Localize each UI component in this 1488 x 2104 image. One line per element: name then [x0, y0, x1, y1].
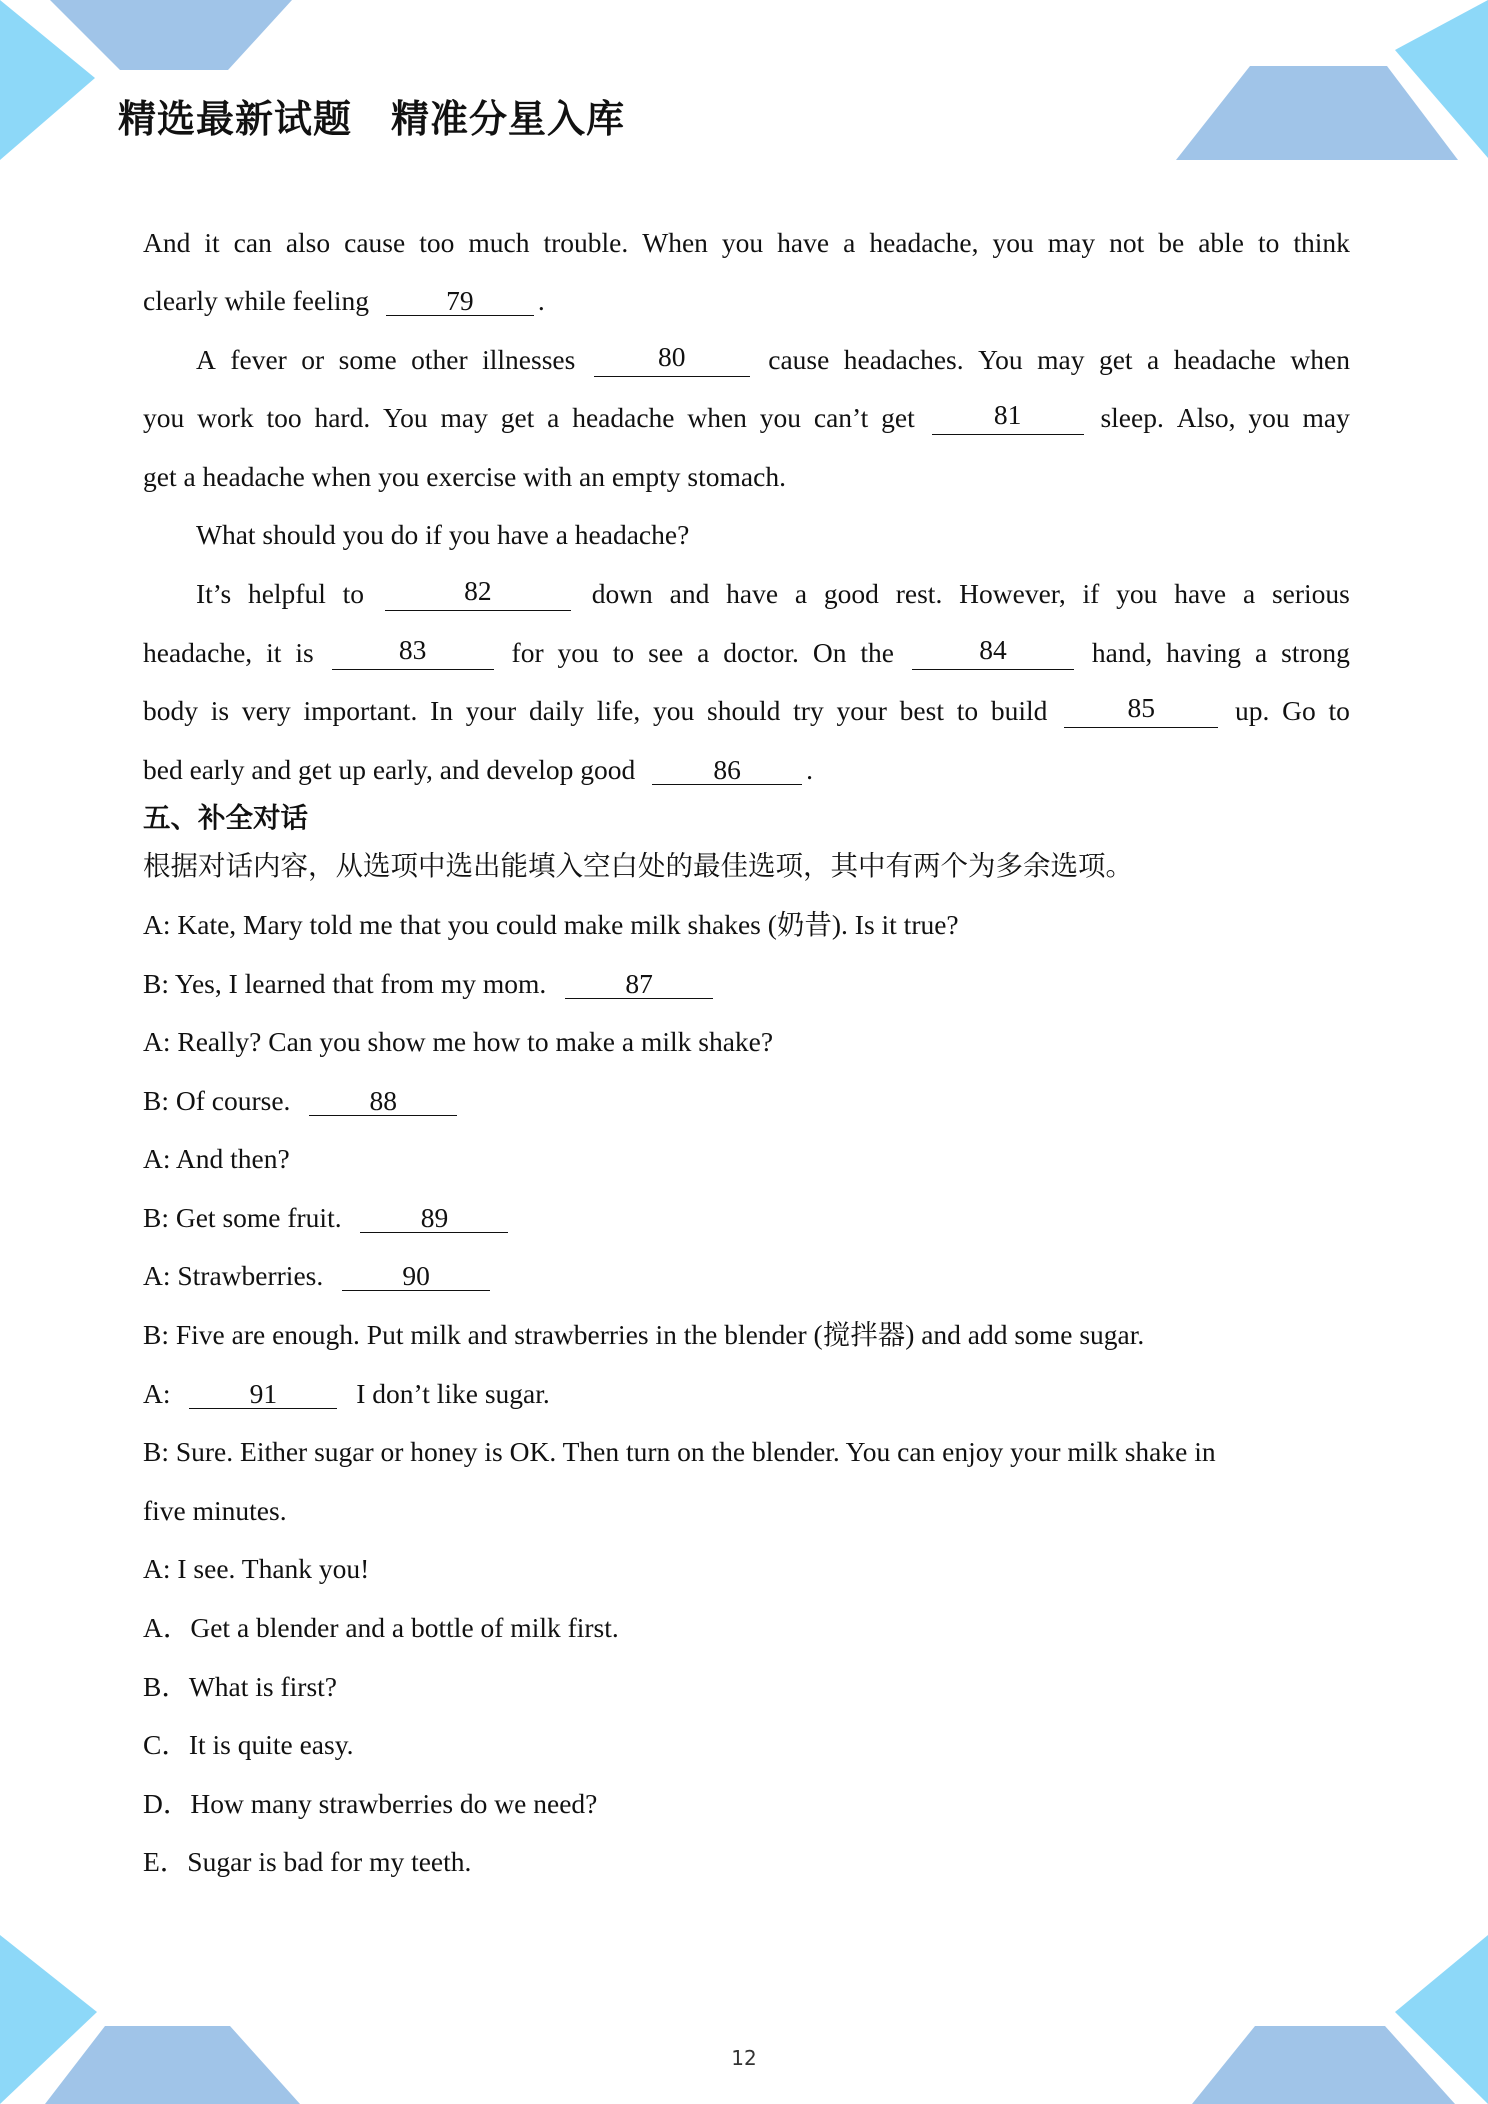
passage-word: or — [301, 344, 325, 375]
blank-87: 87 — [565, 970, 713, 999]
section-heading: 五、补全对话 — [143, 802, 308, 834]
top-right-trapezoid-shape — [1176, 66, 1458, 160]
passage-word: be — [1158, 227, 1185, 258]
passage-word: hand, — [1091, 637, 1153, 668]
dialogue-text: A: — [143, 1378, 171, 1409]
passage-word: not — [1109, 227, 1145, 258]
blank-88: 88 — [309, 1087, 457, 1116]
passage-word: it — [266, 637, 282, 668]
passage-word: too — [419, 227, 455, 258]
passage-word: your — [465, 695, 517, 726]
passage-word: to — [1258, 227, 1280, 258]
dialogue-line: A: I see. Thank you! — [143, 1553, 370, 1584]
passage-word: trouble. — [543, 227, 629, 258]
passage-word: You — [383, 402, 428, 433]
passage-word: build — [990, 695, 1048, 726]
passage-word: much — [468, 227, 530, 258]
passage-word: may — [1037, 344, 1085, 375]
passage-word: see — [648, 637, 684, 668]
passage-word: you — [1248, 402, 1290, 433]
passage-text: bed early and get up early, and develop good — [143, 754, 636, 785]
passage-word: When — [642, 227, 708, 258]
passage-word: However, — [959, 578, 1066, 609]
passage-word: to — [342, 578, 365, 609]
passage-line-9 — [143, 694, 1350, 728]
dialogue-text: B: Of course. — [143, 1085, 291, 1116]
passage-word: and — [669, 578, 710, 609]
passage-word: In — [430, 695, 454, 726]
passage-word: fever — [230, 344, 287, 375]
passage-line-3 — [143, 343, 1350, 377]
passage-word: a — [1254, 637, 1268, 668]
dialogue-line: A: Really? Can you show me how to make a milk shake? — [143, 1026, 774, 1057]
blank-90: 90 — [342, 1262, 490, 1291]
passage-word: a — [697, 637, 710, 668]
passage-word: have — [777, 227, 830, 258]
passage-word: can — [233, 227, 272, 258]
option-item: D．How many strawberries do we need? — [143, 1788, 598, 1819]
passage-word: able — [1198, 227, 1244, 258]
passage-word: headache, — [869, 227, 979, 258]
passage-word: can’t — [813, 402, 869, 433]
passage-word: when — [1290, 344, 1350, 375]
option-item: A．Get a blender and a bottle of milk first. — [143, 1612, 619, 1643]
passage-word: illnesses — [482, 344, 576, 375]
passage-word: it — [204, 227, 220, 258]
dialogue-line — [143, 1201, 1350, 1235]
passage-word: daily — [528, 695, 584, 726]
passage-word: you — [557, 637, 599, 668]
blank-79: 79 — [386, 287, 534, 316]
passage-word: headache — [572, 402, 675, 433]
passage-line-2 — [143, 284, 1350, 318]
passage-text: . — [537, 285, 545, 316]
option-item: C．It is quite easy. — [143, 1729, 354, 1760]
dialogue-text: I don’t like sugar. — [356, 1378, 550, 1409]
blank-85: 85 — [1064, 694, 1218, 728]
passage-text: clearly while feeling — [143, 285, 370, 316]
passage-word: a — [843, 227, 856, 258]
passage-word: a — [1147, 344, 1160, 375]
passage-word: think — [1293, 227, 1350, 258]
dialogue-line — [143, 1377, 1350, 1411]
passage-word: get — [881, 402, 915, 433]
passage-word: On — [812, 637, 847, 668]
passage-word: strong — [1281, 637, 1350, 668]
dialogue-line: B: Five are enough. Put milk and strawberries in the blender (搅拌器) and add some sugar. — [143, 1319, 1145, 1350]
passage-word: very — [241, 695, 291, 726]
blank-91: 91 — [189, 1380, 337, 1409]
passage-word: doctor. — [723, 637, 799, 668]
passage-word: also — [285, 227, 331, 258]
passage-word: have — [726, 578, 779, 609]
passage-word: sleep. — [1100, 402, 1164, 433]
blank-82: 82 — [385, 577, 571, 611]
passage-word: having — [1166, 637, 1242, 668]
dialogue-text: B: Get some fruit. — [143, 1202, 342, 1233]
dialogue-line — [143, 1084, 1350, 1118]
passage-word: important. — [303, 695, 418, 726]
passage-word: good — [823, 578, 879, 609]
passage-line-4 — [143, 401, 1350, 435]
passage-word: should — [707, 695, 781, 726]
passage-word: you — [1116, 578, 1158, 609]
passage-word: And — [143, 227, 191, 258]
passage-word: when — [687, 402, 747, 433]
passage-word: down — [591, 578, 653, 609]
passage-word: hard. — [314, 402, 371, 433]
passage-word: too — [266, 402, 302, 433]
passage-word: you — [653, 695, 695, 726]
passage-line-5: get a headache when you exercise with an empty stomach. — [143, 461, 786, 492]
passage-word: rest. — [895, 578, 943, 609]
passage-word: a — [547, 402, 560, 433]
passage-word: some — [338, 344, 397, 375]
blank-86: 86 — [652, 756, 802, 785]
passage-word: you — [992, 227, 1034, 258]
passage-word: to — [1328, 695, 1350, 726]
blank-81: 81 — [932, 401, 1084, 435]
header-title: 精选最新试题 精准分星入库 — [118, 97, 626, 141]
option-item: B．What is first? — [143, 1671, 337, 1702]
dialogue-line — [143, 1259, 1350, 1293]
dialogue-line: A: And then? — [143, 1143, 290, 1174]
passage-word: you — [143, 402, 185, 433]
passage-word: the — [860, 637, 895, 668]
passage-line-1 — [143, 226, 1350, 260]
passage-line-7 — [143, 577, 1350, 611]
passage-word: if — [1082, 578, 1100, 609]
passage-word: get — [500, 402, 535, 433]
passage-word: helpful — [247, 578, 326, 609]
passage-word: to — [612, 637, 635, 668]
passage-word: headache, — [143, 637, 253, 668]
passage-word: may — [1047, 227, 1096, 258]
passage-word: Also, — [1176, 402, 1236, 433]
section-instruction: 根据对话内容，从选项中选出能填入空白处的最佳选项，其中有两个为多余选项。 — [143, 850, 1133, 881]
passage-word: for — [511, 637, 544, 668]
passage-word: other — [411, 344, 468, 375]
passage-word: is — [295, 637, 314, 668]
passage-word: best — [899, 695, 944, 726]
passage-line-6: What should you do if you have a headache? — [196, 519, 690, 550]
blank-89: 89 — [360, 1204, 508, 1233]
passage-word: serious — [1271, 578, 1350, 609]
option-item: E．Sugar is bad for my teeth. — [143, 1846, 472, 1877]
passage-line-10 — [143, 753, 1350, 787]
top-left-trapezoid-shape — [50, 0, 292, 70]
passage-word: up. — [1234, 695, 1270, 726]
passage-word: try — [793, 695, 824, 726]
passage-word: have — [1174, 578, 1227, 609]
blank-84: 84 — [912, 636, 1074, 670]
blank-83: 83 — [332, 636, 494, 670]
passage-word: life, — [596, 695, 641, 726]
passage-word: you — [721, 227, 764, 258]
passage-word: work — [197, 402, 254, 433]
dialogue-text: B: Yes, I learned that from my mom. — [143, 968, 547, 999]
passage-word: to — [956, 695, 979, 726]
passage-word: get — [1098, 344, 1133, 375]
passage-word: A — [196, 344, 216, 375]
passage-line-8 — [143, 636, 1350, 670]
passage-word: may — [440, 402, 488, 433]
passage-word: a — [794, 578, 808, 609]
blank-80: 80 — [594, 343, 750, 377]
page-number: 12 — [731, 2046, 757, 2070]
dialogue-line: five minutes. — [143, 1495, 287, 1526]
passage-word: cause — [768, 344, 830, 375]
dialogue-line: B: Sure. Either sugar or honey is OK. Then turn on the blender. You can enjoy your milk shake in — [143, 1436, 1216, 1467]
dialogue-line — [143, 967, 1350, 1001]
passage-word: headaches. — [843, 344, 964, 375]
passage-word: a — [1242, 578, 1256, 609]
passage-text: . — [806, 754, 814, 785]
passage-word: You — [978, 344, 1023, 375]
passage-word: cause — [344, 227, 406, 258]
dialogue-text: A: Strawberries. — [143, 1260, 324, 1291]
passage-word: may — [1302, 402, 1350, 433]
passage-word: your — [836, 695, 887, 726]
passage-word: headache — [1173, 344, 1276, 375]
passage-word: Go — [1282, 695, 1316, 726]
passage-word: It’s — [196, 578, 232, 609]
passage-word: is — [210, 695, 230, 726]
passage-word: you — [759, 402, 802, 433]
passage-word: body — [143, 695, 198, 726]
dialogue-line: A: Kate, Mary told me that you could make milk shakes (奶昔). Is it true? — [143, 909, 959, 940]
